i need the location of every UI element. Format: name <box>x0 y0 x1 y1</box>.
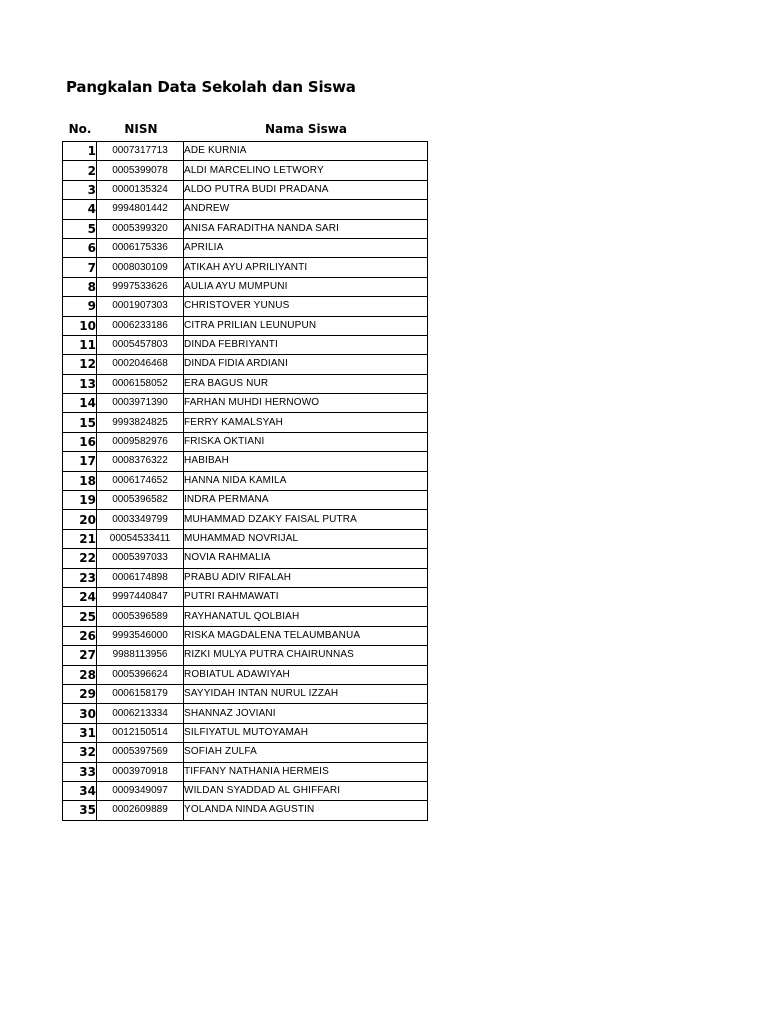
nisn-cell: 0008030109 <box>97 258 184 277</box>
nisn-cell: 0006213334 <box>97 704 184 723</box>
row-number: 27 <box>63 646 97 665</box>
row-number: 23 <box>63 568 97 587</box>
nisn-cell: 0008376322 <box>97 452 184 471</box>
row-number: 5 <box>63 219 97 238</box>
table-row <box>63 297 428 316</box>
row-number: 31 <box>63 723 97 742</box>
student-name-cell: DINDA FIDIA ARDIANI <box>184 355 428 374</box>
student-name-cell: YOLANDA NINDA AGUSTIN <box>184 801 428 820</box>
row-number: 28 <box>63 665 97 684</box>
nisn-cell: 0006233186 <box>97 316 184 335</box>
table-row <box>63 607 428 626</box>
table-row <box>63 762 428 781</box>
row-number: 22 <box>63 549 97 568</box>
row-number: 29 <box>63 684 97 703</box>
table-row <box>63 452 428 471</box>
table-row <box>63 277 428 296</box>
table-row <box>63 394 428 413</box>
row-number: 2 <box>63 161 97 180</box>
table-row <box>63 665 428 684</box>
table-row <box>63 743 428 762</box>
nisn-cell: 0006158052 <box>97 374 184 393</box>
table-row <box>63 646 428 665</box>
row-number: 30 <box>63 704 97 723</box>
nisn-cell: 9993824825 <box>97 413 184 432</box>
table-row <box>63 316 428 335</box>
table-row <box>63 180 428 199</box>
nisn-cell: 0005397033 <box>97 549 184 568</box>
nisn-cell: 0006175336 <box>97 238 184 257</box>
nisn-cell: 9997533626 <box>97 277 184 296</box>
nisn-cell: 0009349097 <box>97 781 184 800</box>
nisn-cell: 0005397569 <box>97 743 184 762</box>
table-row <box>63 684 428 703</box>
student-name-cell: ROBIATUL ADAWIYAH <box>184 665 428 684</box>
nisn-cell: 0005396624 <box>97 665 184 684</box>
table-row <box>63 510 428 529</box>
row-number: 9 <box>63 297 97 316</box>
nisn-cell: 0005399078 <box>97 161 184 180</box>
row-number: 1 <box>63 142 97 161</box>
student-name-cell: CITRA PRILIAN LEUNUPUN <box>184 316 428 335</box>
nisn-cell: 0006174652 <box>97 471 184 490</box>
row-number: 32 <box>63 743 97 762</box>
table-row <box>63 801 428 820</box>
table-row <box>63 432 428 451</box>
table-row <box>63 142 428 161</box>
student-name-cell: MUHAMMAD DZAKY FAISAL PUTRA <box>184 510 428 529</box>
table-row <box>63 374 428 393</box>
student-name-cell: RISKA MAGDALENA TELAUMBANUA <box>184 626 428 645</box>
table-row <box>63 491 428 510</box>
student-name-cell: HANNA NIDA KAMILA <box>184 471 428 490</box>
header-no: No. <box>68 122 92 136</box>
nisn-cell: 0002046468 <box>97 355 184 374</box>
table-row <box>63 626 428 645</box>
student-name-cell: PUTRI RAHMAWATI <box>184 587 428 606</box>
row-number: 3 <box>63 180 97 199</box>
row-number: 14 <box>63 394 97 413</box>
nisn-cell: 0003970918 <box>97 762 184 781</box>
nisn-cell: 9993546000 <box>97 626 184 645</box>
student-name-cell: APRILIA <box>184 238 428 257</box>
student-name-cell: ALDO PUTRA BUDI PRADANA <box>184 180 428 199</box>
nisn-cell: 0005457803 <box>97 335 184 354</box>
student-name-cell: ATIKAH AYU APRILIYANTI <box>184 258 428 277</box>
nisn-cell: 9988113956 <box>97 646 184 665</box>
student-name-cell: DINDA FEBRIYANTI <box>184 335 428 354</box>
table-row <box>63 238 428 257</box>
table-row <box>63 161 428 180</box>
student-name-cell: FRISKA OKTIANI <box>184 432 428 451</box>
table-row <box>63 568 428 587</box>
student-name-cell: HABIBAH <box>184 452 428 471</box>
student-name-cell: MUHAMMAD NOVRIJAL <box>184 529 428 548</box>
student-name-cell: ADE KURNIA <box>184 142 428 161</box>
nisn-cell: 0005399320 <box>97 219 184 238</box>
table-row <box>63 471 428 490</box>
nisn-cell: 9994801442 <box>97 200 184 219</box>
student-name-cell: ANDREW <box>184 200 428 219</box>
student-name-cell: ERA BAGUS NUR <box>184 374 428 393</box>
student-name-cell: INDRA PERMANA <box>184 491 428 510</box>
table-row <box>63 704 428 723</box>
nisn-cell: 00054533411 <box>97 529 184 548</box>
nisn-cell: 9997440847 <box>97 587 184 606</box>
student-name-cell: RAYHANATUL QOLBIAH <box>184 607 428 626</box>
row-number: 8 <box>63 277 97 296</box>
row-number: 7 <box>63 258 97 277</box>
table-row <box>63 413 428 432</box>
row-number: 24 <box>63 587 97 606</box>
row-number: 12 <box>63 355 97 374</box>
nisn-cell: 0003971390 <box>97 394 184 413</box>
nisn-cell: 0007317713 <box>97 142 184 161</box>
student-name-cell: FERRY KAMALSYAH <box>184 413 428 432</box>
student-name-cell: PRABU ADIV RIFALAH <box>184 568 428 587</box>
row-number: 21 <box>63 529 97 548</box>
row-number: 13 <box>63 374 97 393</box>
nisn-cell: 0003349799 <box>97 510 184 529</box>
row-number: 34 <box>63 781 97 800</box>
student-table-body <box>63 142 428 821</box>
row-number: 25 <box>63 607 97 626</box>
student-name-cell: RIZKI MULYA PUTRA CHAIRUNNAS <box>184 646 428 665</box>
student-name-cell: SHANNAZ JOVIANI <box>184 704 428 723</box>
student-name-cell: AULIA AYU MUMPUNI <box>184 277 428 296</box>
table-row <box>63 587 428 606</box>
table-row <box>63 335 428 354</box>
student-table <box>62 141 428 821</box>
student-name-cell: FARHAN MUHDI HERNOWO <box>184 394 428 413</box>
row-number: 11 <box>63 335 97 354</box>
header-nisn: NISN <box>124 122 158 136</box>
student-name-cell: TIFFANY NATHANIA HERMEIS <box>184 762 428 781</box>
row-number: 19 <box>63 491 97 510</box>
table-row <box>63 258 428 277</box>
row-number: 15 <box>63 413 97 432</box>
table-row <box>63 529 428 548</box>
page-title: Pangkalan Data Sekolah dan Siswa <box>66 78 356 96</box>
header-name: Nama Siswa <box>264 122 347 136</box>
student-name-cell: WILDAN SYADDAD AL GHIFFARI <box>184 781 428 800</box>
nisn-cell: 0002609889 <box>97 801 184 820</box>
table-row <box>63 781 428 800</box>
row-number: 18 <box>63 471 97 490</box>
table-row <box>63 355 428 374</box>
nisn-cell: 0005396582 <box>97 491 184 510</box>
row-number: 16 <box>63 432 97 451</box>
nisn-cell: 0005396589 <box>97 607 184 626</box>
nisn-cell: 0009582976 <box>97 432 184 451</box>
student-name-cell: ANISA FARADITHA NANDA SARI <box>184 219 428 238</box>
table-row <box>63 723 428 742</box>
row-number: 6 <box>63 238 97 257</box>
row-number: 4 <box>63 200 97 219</box>
nisn-cell: 0012150514 <box>97 723 184 742</box>
student-name-cell: NOVIA RAHMALIA <box>184 549 428 568</box>
table-row <box>63 549 428 568</box>
nisn-cell: 0006174898 <box>97 568 184 587</box>
table-header <box>0 122 768 140</box>
row-number: 10 <box>63 316 97 335</box>
student-name-cell: ALDI MARCELINO LETWORY <box>184 161 428 180</box>
row-number: 35 <box>63 801 97 820</box>
table-row <box>63 200 428 219</box>
nisn-cell: 0000135324 <box>97 180 184 199</box>
nisn-cell: 0006158179 <box>97 684 184 703</box>
nisn-cell: 0001907303 <box>97 297 184 316</box>
row-number: 26 <box>63 626 97 645</box>
student-name-cell: SAYYIDAH INTAN NURUL IZZAH <box>184 684 428 703</box>
row-number: 20 <box>63 510 97 529</box>
student-name-cell: CHRISTOVER YUNUS <box>184 297 428 316</box>
student-name-cell: SILFIYATUL MUTOYAMAH <box>184 723 428 742</box>
row-number: 33 <box>63 762 97 781</box>
table-row <box>63 219 428 238</box>
row-number: 17 <box>63 452 97 471</box>
student-name-cell: SOFIAH ZULFA <box>184 743 428 762</box>
